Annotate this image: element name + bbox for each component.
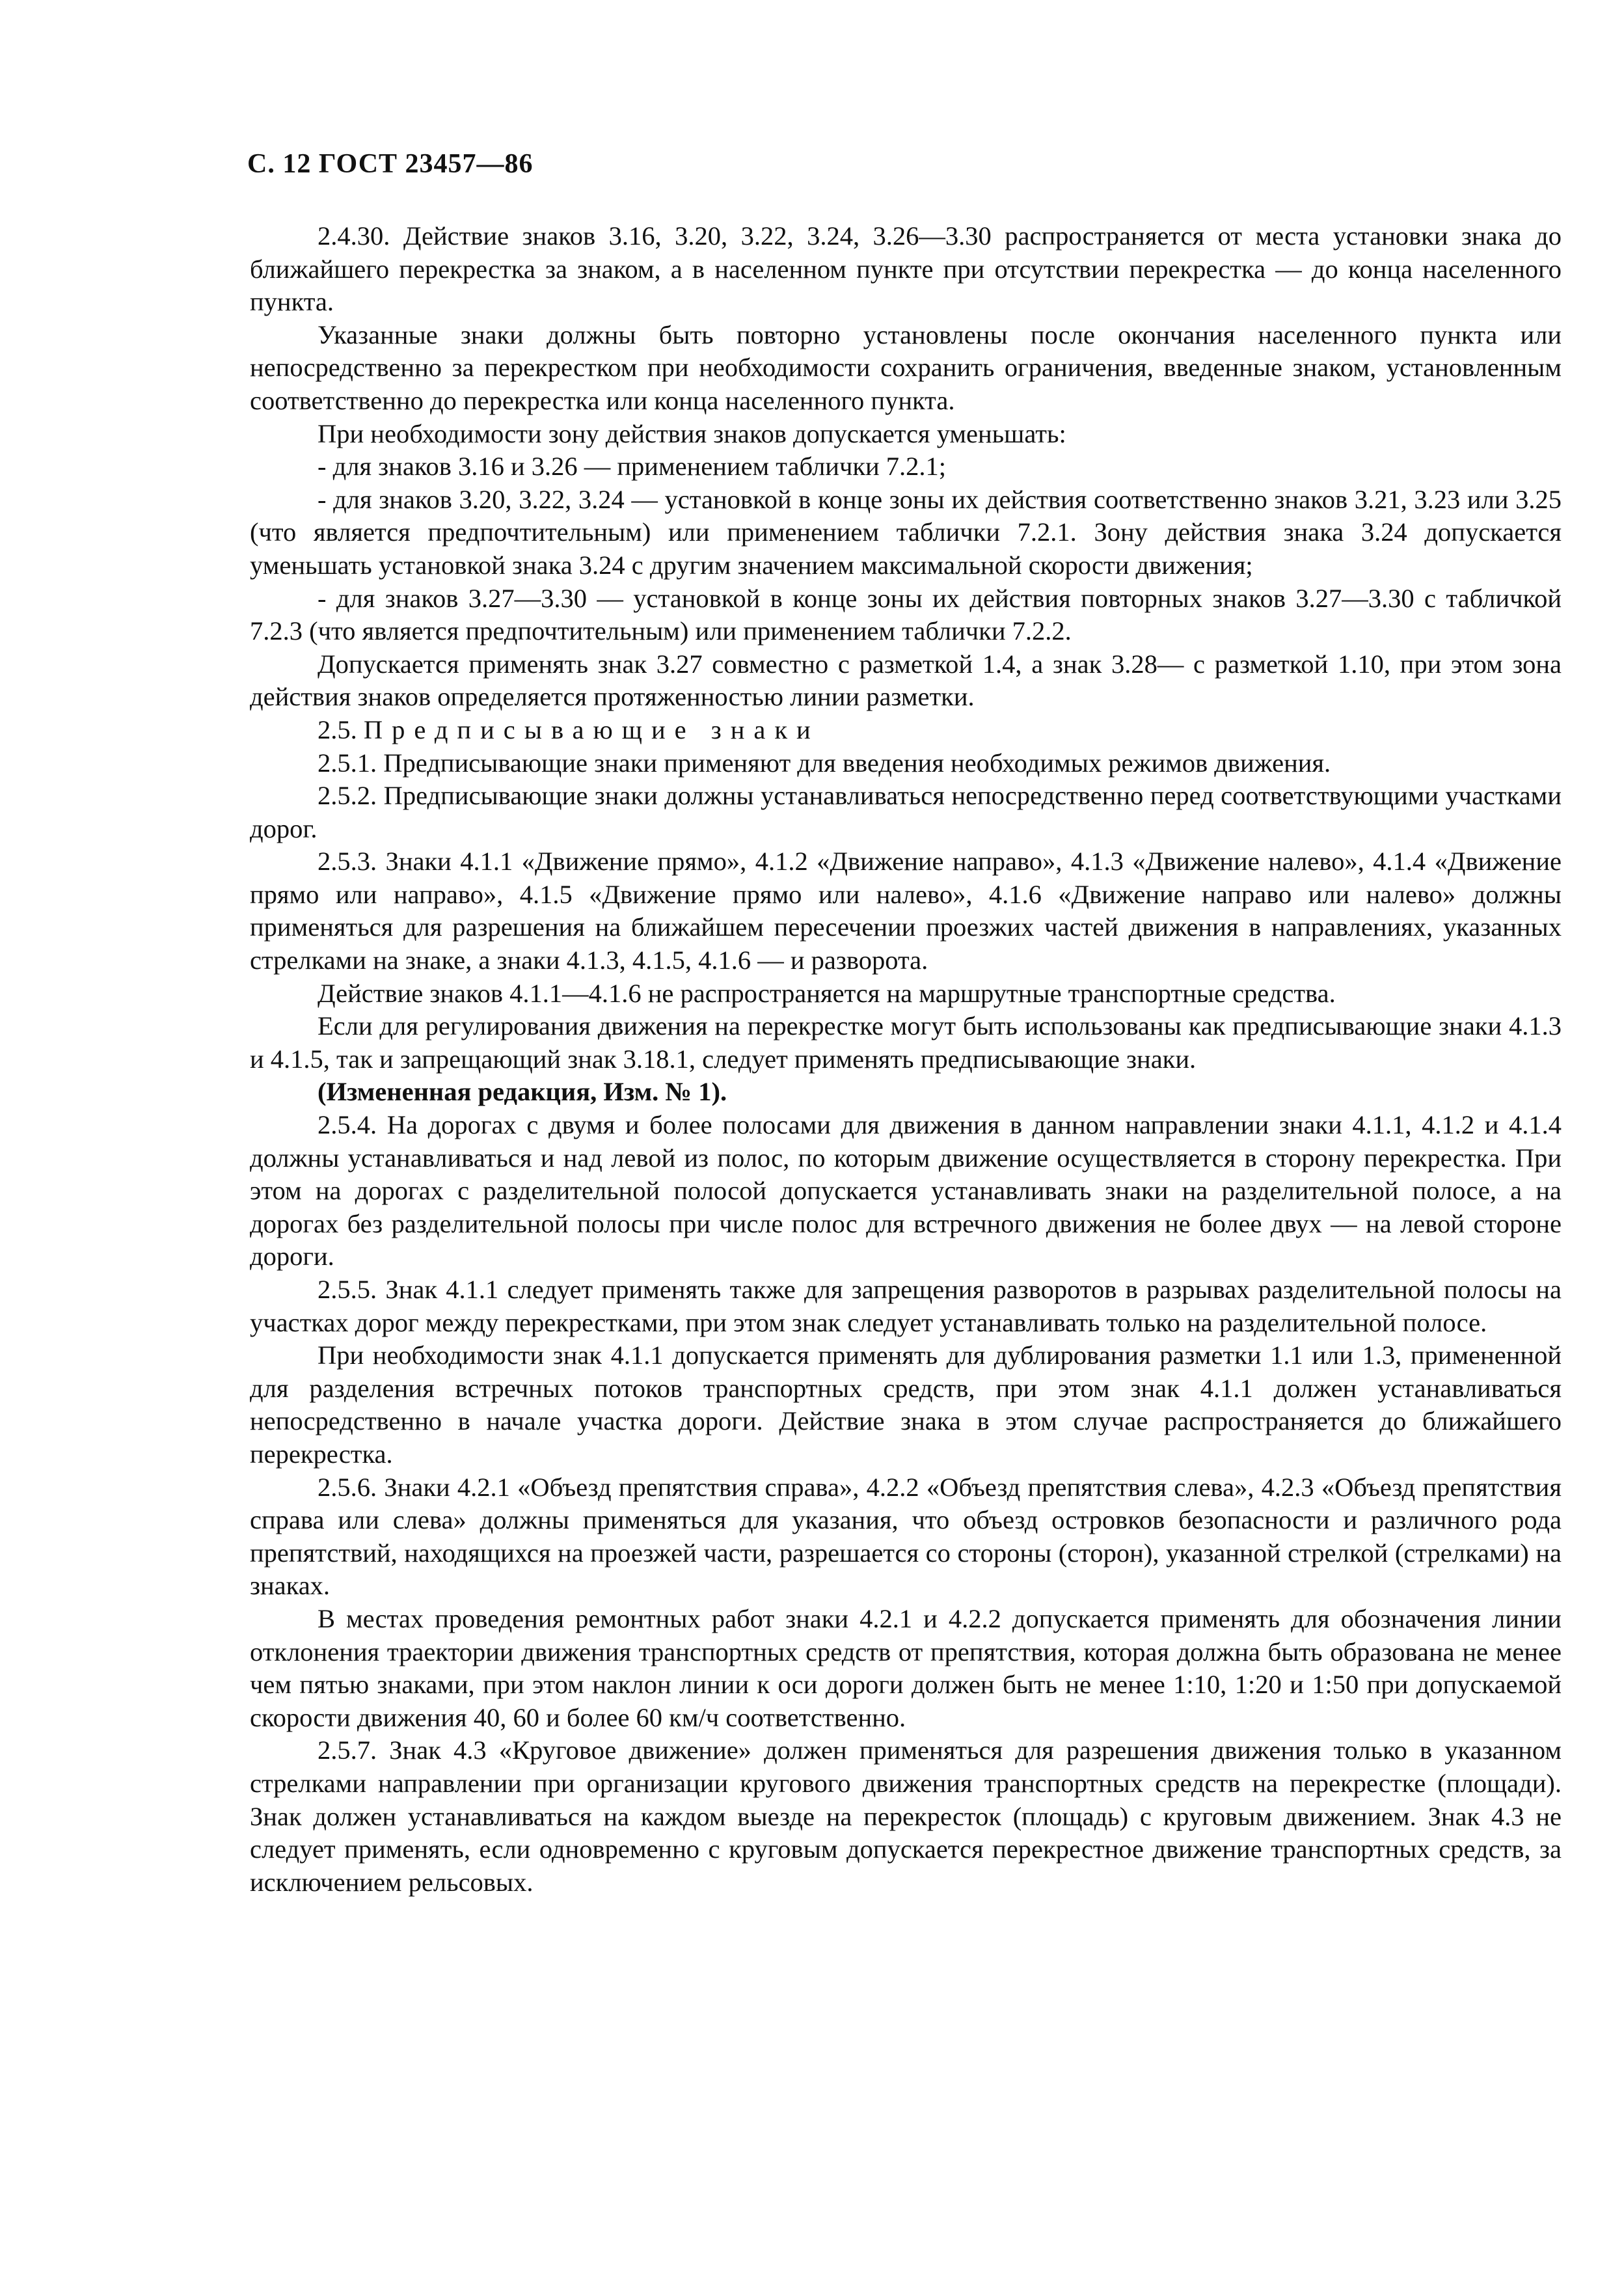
section-heading-2-5 bbox=[250, 714, 1562, 747]
page-header: С. 12 ГОСТ 23457—86 bbox=[247, 149, 534, 179]
paragraph-list-item-1: - для знаков 3.16 и 3.26 — применением таблички 7.2.1; bbox=[318, 452, 947, 482]
paragraph-list-item-3: - для знаков 3.27—3.30 — установкой в конце зоны их действия повторных знаков 3.27—3.30 с табличкой 7.2.3 (что является предпочтительным) или применением таблички 7.2.2. bbox=[250, 583, 1562, 646]
paragraph-2-4-30: 2.4.30. Действие знаков 3.16, 3.20, 3.22, 3.24, 3.26—3.30 распространяется от места установки знака до ближайшего перекрестка за знаком, а в населенном пункте при отсутствии перекрестка — до конца населенного пункта. bbox=[250, 221, 1562, 317]
section-number: 2.5. bbox=[318, 714, 357, 744]
paragraph-repair-works: В местах проведения ремонтных работ знаки 4.2.1 и 4.2.2 допускается применять для обозначения линии отклонения траектории движения транспортных средств от препятствия, которая должна быть образована не менее чем пятью знаками, при этом наклон линии к оси дороги должен быть не менее 1:10, 1:20 и 1:50 при допускаемой скорости движения 40, 60 и более 60 км/ч соответственно. bbox=[250, 1603, 1562, 1732]
paragraph-2-5-5: 2.5.5. Знак 4.1.1 следует применять также для запрещения разворотов в разрывах разделительной полосы на участках дорог между перекрестками, при этом знак следует устанавливать только на разделительной полосе. bbox=[250, 1275, 1562, 1337]
amendment-note: (Измененная редакция, Изм. № 1). bbox=[318, 1077, 727, 1107]
paragraph-duplicate-marking: При необходимости знак 4.1.1 допускается применять для дублирования разметки 1.1 или 1.3, примененной для разделения встречных потоков транспортных средств, при этом знак 4.1.1 должен устанавливаться непосредственно в начале участка дороги. Действие знака в этом случае распространяется до ближайшего перекрестка. bbox=[250, 1340, 1562, 1469]
paragraph-2-5-6: 2.5.6. Знаки 4.2.1 «Объезд препятствия справа», 4.2.2 «Объезд препятствия слева», 4.2.3 «Объезд препятствия справа или слева» должны применяться для указания, что объезд островков безопасности и различного рода препятствий, находящихся на проезжей части, разрешается со стороны (сторон), указанной стрелкой (стрелками) на знаках. bbox=[250, 1472, 1562, 1601]
section-title: Предписывающие знаки bbox=[363, 714, 820, 744]
paragraph-regulation: Если для регулирования движения на перекрестке могут быть использованы как предписывающие знаки 4.1.3 и 4.1.5, так и запрещающий знак 3.18.1, следует применять предписывающие знаки. bbox=[250, 1011, 1562, 1074]
paragraph-list-item-2: - для знаков 3.20, 3.22, 3.24 — установкой в конце зоны их действия соответственно знаков 3.21, 3.23 или 3.25 (что является предпочтительным) или применением таблички 7.2.1. Зону действия знака 3.24 допускается уменьшать установкой знака 3.24 с другим значением максимальной скорости движения; bbox=[250, 484, 1562, 580]
paragraph-2-5-4: 2.5.4. На дорогах с двумя и более полосами для движения в данном направлении знаки 4.1.1, 4.1.2 и 4.1.4 должны устанавливаться и над левой из полос, по которым движение осуществляется в сторону перекрестка. При этом на дорогах с разделительной полосой допускается устанавливать знаки на разделительной полосе, а на дорогах без разделительной полосы при числе полос для встречного движения не более двух — на левой стороне дороги. bbox=[250, 1110, 1562, 1271]
paragraph-marking: Допускается применять знак 3.27 совместно с разметкой 1.4, а знак 3.28— с разметкой 1.10, при этом зона действия знаков определяется протяженностью линии разметки. bbox=[250, 649, 1562, 712]
paragraph-repeat-signs: Указанные знаки должны быть повторно установлены после окончания населенного пункта или непосредственно за перекрестком при необходимости сохранить ограничения, введенные знаком, установленным соответственно до перекрестка или конца населенного пункта. bbox=[250, 319, 1562, 415]
paragraph-2-5-3: 2.5.3. Знаки 4.1.1 «Движение прямо», 4.1.2 «Движение направо», 4.1.3 «Движение налево», 4.1.4 «Движение прямо или направо», 4.1.5 «Движение прямо или налево», 4.1.6 «Движение направо или налево» должны применяться для разрешения на ближайшем пересечении проезжих частей движения в направлениях, указанных стрелками на знаке, а знаки 4.1.3, 4.1.5, 4.1.6 — и разворота. bbox=[250, 847, 1562, 975]
paragraph-2-5-2: 2.5.2. Предписывающие знаки должны устанавливаться непосредственно перед соответствующими участками дорог. bbox=[250, 781, 1562, 843]
document-body bbox=[250, 220, 1562, 1899]
paragraph-zone-reduce: При необходимости зону действия знаков допускается уменьшать: bbox=[318, 418, 1066, 448]
paragraph-route-transport: Действие знаков 4.1.1—4.1.6 не распространяется на маршрутные транспортные средства. bbox=[318, 978, 1336, 1008]
paragraph-2-5-1: 2.5.1. Предписывающие знаки применяют для введения необходимых режимов движения. bbox=[318, 748, 1331, 778]
paragraph-2-5-7: 2.5.7. Знак 4.3 «Круговое движение» должен применяться для разрешения движения только в указанном стрелками направлении при организации кругового движения транспортных средств на перекрестке (площади). Знак должен устанавливаться на каждом выезде на перекресток (площадь) с круговым движением. Знак 4.3 не следует применять, если одновременно с круговым допускается перекрестное движение транспортных средств, за исключением рельсовых. bbox=[250, 1735, 1562, 1897]
